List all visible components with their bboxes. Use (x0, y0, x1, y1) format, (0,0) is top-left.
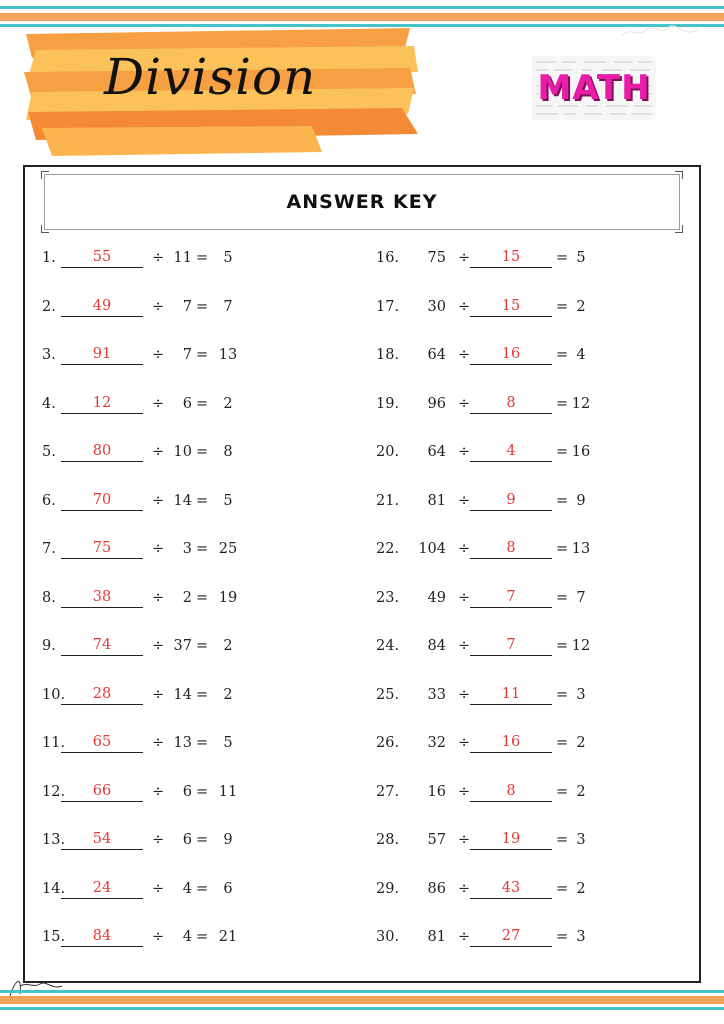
quotient: 25 (218, 541, 238, 557)
divide-sign: ÷ (152, 832, 165, 848)
answer-blank: 55 (61, 248, 143, 268)
answer-blank: 38 (61, 588, 143, 608)
top-stripe-teal-lower (0, 24, 724, 27)
dividend: 81 (427, 492, 446, 509)
quotient: 3 (576, 929, 586, 945)
dividend: 64 (427, 347, 446, 363)
dividend: 75 (427, 250, 446, 266)
quotient: 2 (223, 395, 233, 412)
divide-sign: ÷ (458, 395, 471, 412)
quotient: 6 (223, 880, 233, 897)
dividend: 30 (427, 298, 446, 315)
answer-blank: 16 (470, 733, 552, 753)
answer-blank: 66 (61, 782, 143, 802)
problem-number: 2. (42, 298, 56, 315)
quotient: 2 (223, 638, 233, 654)
answer-blank: 70 (61, 491, 143, 511)
divide-sign: ÷ (152, 783, 165, 800)
problem-number: 3. (42, 347, 56, 363)
bottom-stripe-orange (0, 996, 724, 1004)
divisor: 4 (182, 929, 192, 945)
divide-sign: ÷ (152, 250, 165, 266)
dividend: 96 (427, 395, 446, 412)
quotient: 12 (571, 638, 591, 654)
problem-number: 5. (42, 444, 56, 460)
equals-sign: = (556, 832, 569, 848)
answer-blank: 19 (470, 830, 552, 850)
equals-sign: = (196, 492, 209, 509)
problem-number: 25. (376, 686, 400, 703)
quotient: 2 (223, 686, 233, 703)
problem-number: 10. (42, 686, 66, 703)
equals-sign: = (556, 541, 569, 557)
equals-sign: = (556, 735, 569, 751)
problem-number: 19. (376, 395, 400, 412)
quotient: 16 (571, 444, 591, 460)
problem-number: 14. (42, 880, 66, 897)
quotient: 2 (576, 298, 586, 315)
equals-sign: = (196, 541, 209, 557)
quotient: 2 (576, 783, 586, 800)
equals-sign: = (556, 250, 569, 266)
divide-sign: ÷ (458, 929, 471, 945)
page-title: Division (104, 48, 317, 106)
divisor: 6 (182, 783, 192, 800)
answer-blank: 54 (61, 830, 143, 850)
divide-sign: ÷ (152, 929, 165, 945)
problem-number: 7. (42, 541, 56, 557)
problem-number: 11. (42, 735, 66, 751)
answer-key-banner (44, 174, 680, 230)
problem-number: 23. (376, 589, 400, 606)
answer-key-label: ANSWER KEY (286, 191, 438, 213)
problem-number: 1. (42, 250, 56, 266)
divide-sign: ÷ (458, 686, 471, 703)
problem-number: 15. (42, 929, 66, 945)
answer-blank: 9 (470, 491, 552, 511)
divisor: 14 (173, 492, 192, 509)
answer-blank: 12 (61, 394, 143, 414)
problem-number: 8. (42, 589, 56, 606)
dividend: 33 (427, 686, 446, 703)
equals-sign: = (196, 783, 209, 800)
equals-sign: = (196, 250, 209, 266)
divide-sign: ÷ (152, 395, 165, 412)
divide-sign: ÷ (152, 880, 165, 897)
bottom-stripe-teal-lower (0, 1007, 724, 1010)
problem-number: 13. (42, 832, 66, 848)
top-stripe-orange (0, 13, 724, 21)
divide-sign: ÷ (152, 298, 165, 315)
answer-blank: 84 (61, 927, 143, 947)
quotient: 7 (576, 589, 586, 606)
divide-sign: ÷ (458, 444, 471, 460)
equals-sign: = (556, 395, 569, 412)
divide-sign: ÷ (152, 735, 165, 751)
divisor: 11 (173, 250, 192, 266)
answer-blank: 8 (470, 394, 552, 414)
problem-number: 18. (376, 347, 400, 363)
problem-number: 20. (376, 444, 400, 460)
quotient: 5 (223, 492, 233, 509)
quotient: 12 (571, 395, 591, 412)
answer-blank: 4 (470, 442, 552, 462)
equals-sign: = (556, 492, 569, 509)
quotient: 2 (576, 880, 586, 897)
problem-number: 24. (376, 638, 400, 654)
divide-sign: ÷ (458, 492, 471, 509)
worksheet-frame (23, 165, 701, 983)
dividend: 16 (427, 783, 446, 800)
divide-sign: ÷ (458, 638, 471, 654)
answer-blank: 8 (470, 539, 552, 559)
dividend: 104 (418, 541, 446, 557)
divisor: 37 (173, 638, 192, 654)
divide-sign: ÷ (458, 832, 471, 848)
quotient: 9 (223, 832, 233, 848)
dividend: 64 (427, 444, 446, 460)
answer-blank: 24 (61, 879, 143, 899)
dividend: 86 (427, 880, 446, 897)
signature-watermark-icon (620, 22, 700, 42)
divide-sign: ÷ (458, 298, 471, 315)
quotient: 2 (576, 735, 586, 751)
divisor: 4 (182, 880, 192, 897)
problem-number: 29. (376, 880, 400, 897)
problem-number: 30. (376, 929, 400, 945)
equals-sign: = (196, 880, 209, 897)
quotient: 9 (576, 492, 586, 509)
divide-sign: ÷ (152, 589, 165, 606)
problem-number: 28. (376, 832, 400, 848)
equals-sign: = (556, 347, 569, 363)
answer-blank: 7 (470, 588, 552, 608)
divide-sign: ÷ (458, 783, 471, 800)
answer-blank: 8 (470, 782, 552, 802)
divide-sign: ÷ (152, 541, 165, 557)
equals-sign: = (196, 347, 209, 363)
divisor: 2 (182, 589, 192, 606)
quotient: 21 (218, 929, 238, 945)
answer-blank: 7 (470, 636, 552, 656)
top-stripe-teal (0, 6, 724, 9)
problem-number: 21. (376, 492, 400, 509)
answer-blank: 28 (61, 685, 143, 705)
equals-sign: = (196, 444, 209, 460)
divide-sign: ÷ (152, 638, 165, 654)
divide-sign: ÷ (458, 250, 471, 266)
problem-number: 26. (376, 735, 400, 751)
quotient: 8 (223, 444, 233, 460)
problem-number: 6. (42, 492, 56, 509)
divide-sign: ÷ (152, 347, 165, 363)
divide-sign: ÷ (152, 686, 165, 703)
divisor: 14 (173, 686, 192, 703)
equals-sign: = (556, 880, 569, 897)
equals-sign: = (196, 395, 209, 412)
problem-number: 17. (376, 298, 400, 315)
equals-sign: = (196, 686, 209, 703)
equals-sign: = (556, 929, 569, 945)
problem-number: 9. (42, 638, 56, 654)
math-logo (532, 56, 656, 120)
answer-blank: 11 (470, 685, 552, 705)
quotient: 7 (223, 298, 233, 315)
dividend: 49 (427, 589, 446, 606)
divisor: 7 (182, 347, 192, 363)
divide-sign: ÷ (458, 735, 471, 751)
divisor: 6 (182, 832, 192, 848)
divide-sign: ÷ (152, 444, 165, 460)
problem-number: 12. (42, 783, 66, 800)
equals-sign: = (556, 783, 569, 800)
quotient: 4 (576, 347, 586, 363)
equals-sign: = (556, 298, 569, 315)
quotient: 5 (223, 735, 233, 751)
math-logo-text: MATH (537, 68, 651, 108)
dividend: 57 (427, 832, 446, 848)
problem-number: 27. (376, 783, 400, 800)
equals-sign: = (556, 589, 569, 606)
dividend: 32 (427, 735, 446, 751)
divisor: 7 (182, 298, 192, 315)
divisor: 10 (173, 444, 192, 460)
dividend: 84 (427, 638, 446, 654)
answer-blank: 15 (470, 248, 552, 268)
problem-number: 22. (376, 541, 400, 557)
equals-sign: = (196, 638, 209, 654)
answer-blank: 65 (61, 733, 143, 753)
divisor: 13 (173, 735, 192, 751)
equals-sign: = (556, 444, 569, 460)
answer-blank: 91 (61, 345, 143, 365)
quotient: 19 (218, 589, 238, 606)
answer-blank: 75 (61, 539, 143, 559)
divide-sign: ÷ (458, 589, 471, 606)
answer-blank: 27 (470, 927, 552, 947)
divide-sign: ÷ (458, 347, 471, 363)
equals-sign: = (556, 686, 569, 703)
equals-sign: = (196, 298, 209, 315)
quotient: 13 (571, 541, 591, 557)
problem-number: 16. (376, 250, 400, 266)
divisor: 3 (182, 541, 192, 557)
answer-blank: 49 (61, 297, 143, 317)
problem-number: 4. (42, 395, 56, 412)
equals-sign: = (556, 638, 569, 654)
divide-sign: ÷ (458, 880, 471, 897)
equals-sign: = (196, 929, 209, 945)
answer-blank: 74 (61, 636, 143, 656)
divide-sign: ÷ (458, 541, 471, 557)
quotient: 13 (218, 347, 238, 363)
answer-blank: 43 (470, 879, 552, 899)
equals-sign: = (196, 832, 209, 848)
divisor: 6 (182, 395, 192, 412)
quotient: 3 (576, 832, 586, 848)
dividend: 81 (427, 929, 446, 945)
answer-blank: 80 (61, 442, 143, 462)
answer-blank: 16 (470, 345, 552, 365)
quotient: 11 (218, 783, 238, 800)
divide-sign: ÷ (152, 492, 165, 509)
answer-blank: 15 (470, 297, 552, 317)
equals-sign: = (196, 589, 209, 606)
quotient: 5 (576, 250, 586, 266)
bottom-stripe-teal (0, 990, 724, 993)
quotient: 5 (223, 250, 233, 266)
equals-sign: = (196, 735, 209, 751)
quotient: 3 (576, 686, 586, 703)
